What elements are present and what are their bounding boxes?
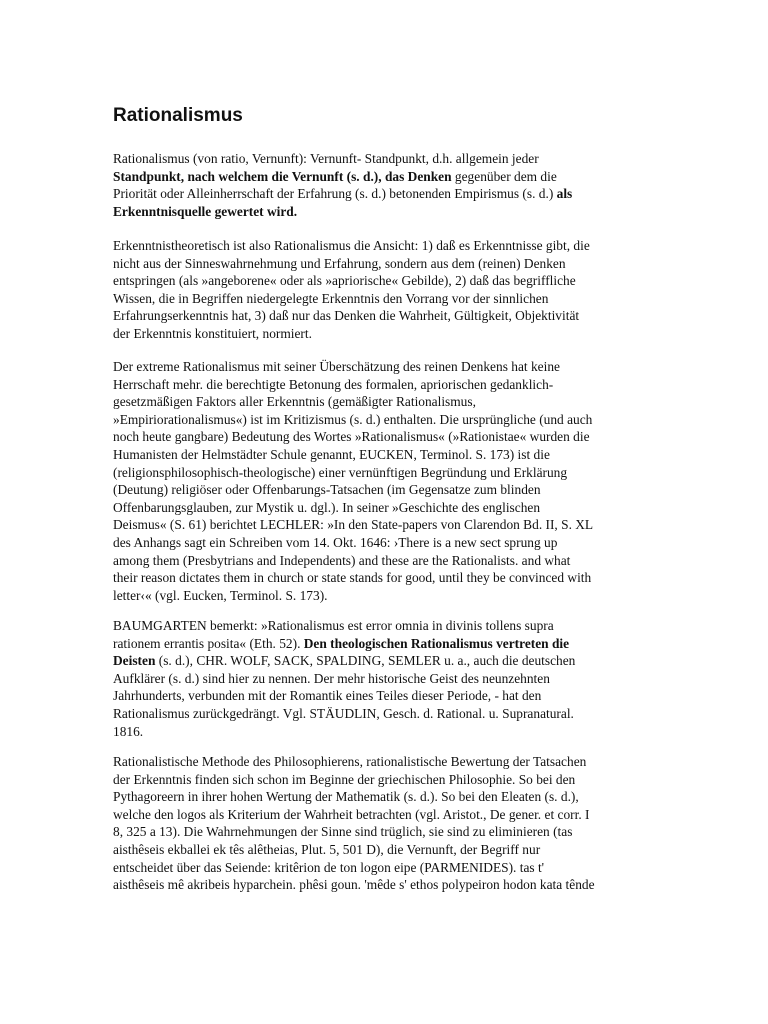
paragraph-theological-rationalism [113, 617, 575, 740]
text-line: Rationalistische Methode des Philosophierens, rationalistische Bewertung der Tatsachen [113, 754, 587, 769]
text-line: der Erkenntnis finden sich schon im Beginne der griechischen Philosophie. So bei den [113, 771, 576, 787]
text-line: 8, 325 a 13). Die Wahrnehmungen der Sinne sind trüglich, sie sind zu eliminieren (tas [113, 824, 573, 840]
text-line: »Empiriorationalismus«) ist im Kritizismus (s. d.) enthalten. Die ursprüngliche (und auch [113, 411, 593, 427]
text-run: gegenüber dem die [451, 168, 557, 184]
text-run: (s. d.), CHR. WOLF, SACK, SPALDING, SEMLER u. a., auch die deutschen [155, 653, 576, 669]
bold-text-run: als [556, 186, 573, 202]
text-line: Erfahrungserkenntnis hat, 3) daß nur das Denken die Wahrheit, Gültigkeit, Objektivität [113, 308, 580, 324]
text-run: rationem errantis posita« (Eth. 52). [113, 635, 304, 651]
text-line: der Erkenntnis konstituiert, normiert. [113, 325, 312, 341]
text-line: (Deutung) religiöser oder Offenbarungs-Tatsachen (im Gegensatze zum blinden [113, 482, 541, 498]
text-line: entscheidet über das Seiende: kritêrion de ton logon eipe (PARMENIDES). tas t' [113, 859, 545, 875]
text-line: aisthêseis mê akribeis hyparchein. phêsi goun. 'mêde s' ethos polypeiron hodon kata tênde [113, 877, 595, 893]
text-line: (religionsphilosophisch-theologische) einer vernünftigen Begründung und Erklärung [113, 464, 568, 480]
text-line: Jahrhunderts, verbunden mit der Romantik eines Teiles dieser Periode, - hat den [113, 688, 542, 704]
text-line: aisthêseis ekballei ek tês alêtheias, Plut. 5, 501 D), die Vernunft, der Begriff nur [113, 841, 541, 857]
text-line [113, 168, 572, 186]
text-line: welche den logos als Kriterium der Wahrheit betrachten (vgl. Aristot., De gener. et corr. I [113, 806, 590, 822]
bold-text-run: Erkenntnisquelle gewertet wird. [113, 203, 298, 219]
text-line: Deismus« (S. 61) berichtet LECHLER: »In den State-papers von Clarendon Bd. II, S. XL [113, 517, 594, 533]
text-line: nicht aus der Sinneswahrnehmung und Erfahrung, sondern aus dem (reinen) Denken [113, 255, 566, 271]
text-line [113, 150, 572, 168]
text-line: entspringen (als »angeborene« oder als »apriorische« Gebilde), 2) daß das begriffliche [113, 273, 576, 289]
document-title: Rationalismus [113, 105, 243, 126]
bold-text-run: Den theologischen Rationalismus vertreten die [303, 635, 570, 651]
paragraph-rationalist-method [113, 753, 595, 894]
text-run: Rationalismus (von ratio, Vernunft): Vernunft- Standpunkt, d.h. allgemein jeder [113, 151, 539, 166]
text-line: noch heute gangbare) Bedeutung des Wortes »Rationalismus« (»Rationistae« wurden die [113, 429, 590, 445]
text-line [113, 185, 572, 203]
text-line: letter‹« (vgl. Eucken, Terminol. S. 173). [113, 587, 328, 603]
text-line: Wissen, die in Begriffen niedergelegte Erkenntnis den Vorrang vor der sinnlichen [113, 290, 549, 306]
text-line: Der extreme Rationalismus mit seiner Überschätzung des reinen Denkens hat keine [113, 359, 560, 374]
text-line [113, 203, 572, 221]
text-line: Pythagoreern in ihrer hohen Wertung der Mathematik (s. d.). So bei den Eleaten (s. d.), [113, 789, 579, 805]
text-line [113, 635, 575, 653]
text-line: their reason dictates them in church or state stands for good, until they be convinced with [113, 570, 592, 586]
text-line: Herrschaft mehr. die berechtigte Betonung des formalen, apriorischen gedanklich- [113, 376, 554, 392]
text-line: BAUMGARTEN bemerkt: »Rationalismus est error omnia in divinis tollens supra [113, 618, 554, 633]
text-run: Priorität oder Alleinherrschaft der Erfahrung (s. d.) betonenden Empirismus (s. d.) [113, 186, 557, 202]
text-line: Rationalismus zurückgedrängt. Vgl. STÄUDLIN, Gesch. d. Rational. u. Supranatural. [113, 705, 574, 721]
text-line: Offenbarungsglauben, zur Mystik u. dgl.). In seiner »Geschichte des englischen [113, 499, 541, 515]
text-line: Erkenntnistheoretisch ist also Rationalismus die Ansicht: 1) daß es Erkenntnisse gibt, die [113, 238, 590, 253]
paragraph-epistemology [113, 237, 590, 343]
paragraph-definition [113, 150, 572, 220]
text-line: gesetzmäßigen Faktors aller Erkenntnis (gemäßigter Rationalismus, [113, 394, 476, 410]
paragraph-extreme-rationalism [113, 358, 593, 604]
bold-text-run: Standpunkt, nach welchem die Vernunft (s. d.), das Denken [113, 168, 452, 184]
text-line: Humanisten der Helmstädter Schule genannt, EUCKEN, Terminol. S. 173) ist die [113, 446, 550, 462]
text-line: among them (Presbytrians and Independents) and these are the Rationalists. and what [113, 552, 571, 568]
text-line: Aufklärer (s. d.) sind hier zu nennen. Der mehr historische Geist des neunzehnten [113, 670, 550, 686]
text-line: 1816. [113, 723, 144, 739]
text-line: des Anhangs sagt ein Schreiben vom 14. Okt. 1646: ›There is a new sect sprung up [113, 534, 558, 550]
bold-text-run: Deisten [113, 653, 156, 669]
text-line [113, 652, 575, 670]
